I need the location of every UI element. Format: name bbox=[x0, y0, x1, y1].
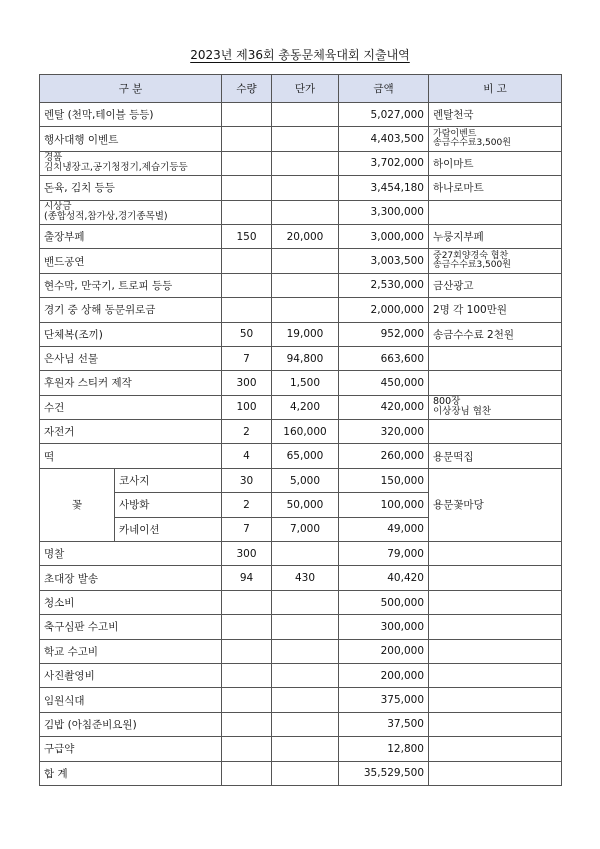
unit-price-cell bbox=[272, 200, 339, 224]
unit-price-cell: 19,000 bbox=[272, 322, 339, 346]
qty-cell: 2 bbox=[222, 420, 272, 444]
remark-cell bbox=[429, 249, 562, 273]
table-row bbox=[40, 249, 562, 273]
remark-line: 중27회양경숙 협찬 bbox=[433, 251, 509, 262]
qty-cell: 30 bbox=[222, 468, 272, 492]
qty-cell bbox=[222, 127, 272, 151]
unit-price-cell bbox=[272, 249, 339, 273]
item-cell: 명찰 bbox=[40, 542, 222, 566]
expense-table bbox=[39, 74, 562, 786]
item-cell: 구급약 bbox=[40, 737, 222, 761]
amount-cell: 12,800 bbox=[339, 737, 429, 761]
amount-cell: 2,000,000 bbox=[339, 298, 429, 322]
table-row bbox=[40, 737, 562, 761]
remark-cell: 하이마트 bbox=[429, 151, 562, 175]
amount-cell: 49,000 bbox=[339, 517, 429, 541]
remark-line: 송금수수료3,500원 bbox=[433, 260, 511, 271]
header-category: 구 분 bbox=[40, 75, 222, 103]
table-row bbox=[40, 590, 562, 614]
header-qty: 수량 bbox=[222, 75, 272, 103]
item-cell: 학교 수고비 bbox=[40, 639, 222, 663]
remark-cell bbox=[429, 663, 562, 687]
amount-cell: 79,000 bbox=[339, 542, 429, 566]
remark-cell bbox=[429, 712, 562, 736]
remark-cell bbox=[429, 200, 562, 224]
amount-cell: 37,500 bbox=[339, 712, 429, 736]
qty-cell bbox=[222, 176, 272, 200]
qty-cell: 94 bbox=[222, 566, 272, 590]
remark-line: 이상장님 협찬 bbox=[433, 406, 492, 418]
unit-price-cell bbox=[272, 542, 339, 566]
total-remark-empty bbox=[429, 761, 562, 785]
item-cell bbox=[40, 200, 222, 224]
amount-cell: 150,000 bbox=[339, 468, 429, 492]
remark-cell bbox=[429, 395, 562, 419]
amount-cell: 40,420 bbox=[339, 566, 429, 590]
header-unit-price: 단가 bbox=[272, 75, 339, 103]
amount-cell: 100,000 bbox=[339, 493, 429, 517]
remark-cell: 렌탈천국 bbox=[429, 103, 562, 127]
total-qty-empty bbox=[222, 761, 272, 785]
qty-cell bbox=[222, 663, 272, 687]
item-cell: 렌탈 (천막,테이블 등등) bbox=[40, 103, 222, 127]
table-row bbox=[40, 151, 562, 175]
remark-cell bbox=[429, 420, 562, 444]
remark-line: 가람이벤트 bbox=[433, 129, 477, 140]
item-cell: 사방화 bbox=[115, 493, 222, 517]
table-row bbox=[40, 224, 562, 248]
amount-cell: 952,000 bbox=[339, 322, 429, 346]
remark-cell bbox=[429, 590, 562, 614]
item-cell: 떡 bbox=[40, 444, 222, 468]
qty-cell bbox=[222, 103, 272, 127]
remark-cell bbox=[429, 566, 562, 590]
remark-cell bbox=[429, 639, 562, 663]
qty-cell bbox=[222, 200, 272, 224]
unit-price-cell: 7,000 bbox=[272, 517, 339, 541]
amount-cell: 2,530,000 bbox=[339, 273, 429, 297]
unit-price-cell bbox=[272, 737, 339, 761]
unit-price-cell: 160,000 bbox=[272, 420, 339, 444]
amount-cell: 3,003,500 bbox=[339, 249, 429, 273]
unit-price-cell: 50,000 bbox=[272, 493, 339, 517]
table-row bbox=[40, 127, 562, 151]
unit-price-cell: 5,000 bbox=[272, 468, 339, 492]
page-title: 2023년 제36회 총동문체육대회 지출내역 bbox=[190, 48, 410, 62]
total-unit-empty bbox=[272, 761, 339, 785]
qty-cell bbox=[222, 688, 272, 712]
amount-cell: 3,702,000 bbox=[339, 151, 429, 175]
qty-cell: 300 bbox=[222, 371, 272, 395]
remark-cell: 용문떡집 bbox=[429, 444, 562, 468]
remark-cell bbox=[429, 371, 562, 395]
qty-cell bbox=[222, 151, 272, 175]
unit-price-cell bbox=[272, 151, 339, 175]
remark-cell bbox=[429, 127, 562, 151]
item-cell: 밴드공연 bbox=[40, 249, 222, 273]
remark-line: 800장 bbox=[433, 396, 461, 408]
total-amount: 35,529,500 bbox=[339, 761, 429, 785]
table-row bbox=[40, 566, 562, 590]
table-row bbox=[40, 371, 562, 395]
table-row bbox=[40, 688, 562, 712]
remark-cell: 누룽지부페 bbox=[429, 224, 562, 248]
qty-cell: 4 bbox=[222, 444, 272, 468]
unit-price-cell: 20,000 bbox=[272, 224, 339, 248]
unit-price-cell bbox=[272, 176, 339, 200]
amount-cell: 320,000 bbox=[339, 420, 429, 444]
table-header-row bbox=[40, 75, 562, 103]
unit-price-cell bbox=[272, 273, 339, 297]
amount-cell: 300,000 bbox=[339, 615, 429, 639]
remark-cell: 송금수수료 2천원 bbox=[429, 322, 562, 346]
item-cell: 출장부페 bbox=[40, 224, 222, 248]
table-row bbox=[40, 103, 562, 127]
flower-group-label: 꽃 bbox=[40, 468, 115, 541]
total-label: 합 계 bbox=[40, 761, 222, 785]
remark-cell: 금산광고 bbox=[429, 273, 562, 297]
table-row bbox=[40, 322, 562, 346]
table-row bbox=[40, 712, 562, 736]
remark-line: 송금수수료3,500원 bbox=[433, 138, 511, 149]
amount-cell: 200,000 bbox=[339, 663, 429, 687]
table-row bbox=[40, 542, 562, 566]
header-amount: 금액 bbox=[339, 75, 429, 103]
table-row bbox=[40, 615, 562, 639]
item-cell: 초대장 발송 bbox=[40, 566, 222, 590]
qty-cell bbox=[222, 273, 272, 297]
table-row bbox=[40, 444, 562, 468]
amount-cell: 3,300,000 bbox=[339, 200, 429, 224]
table-row bbox=[40, 273, 562, 297]
amount-cell: 260,000 bbox=[339, 444, 429, 468]
item-cell: 수건 bbox=[40, 395, 222, 419]
remark-cell bbox=[429, 688, 562, 712]
qty-cell bbox=[222, 298, 272, 322]
unit-price-cell bbox=[272, 615, 339, 639]
item-line: 경품 bbox=[44, 152, 63, 164]
table-row-flower bbox=[40, 468, 562, 492]
unit-price-cell: 94,800 bbox=[272, 346, 339, 370]
item-cell: 은사님 선물 bbox=[40, 346, 222, 370]
table-row bbox=[40, 420, 562, 444]
remark-cell bbox=[429, 346, 562, 370]
amount-cell: 663,600 bbox=[339, 346, 429, 370]
unit-price-cell: 430 bbox=[272, 566, 339, 590]
table-row bbox=[40, 298, 562, 322]
amount-cell: 3,454,180 bbox=[339, 176, 429, 200]
qty-cell: 2 bbox=[222, 493, 272, 517]
item-line: 시상금 bbox=[44, 201, 72, 213]
amount-cell: 4,403,500 bbox=[339, 127, 429, 151]
item-cell: 현수막, 만국기, 트로피 등등 bbox=[40, 273, 222, 297]
flower-group-remark: 용문꽃마당 bbox=[429, 468, 562, 541]
table-row bbox=[40, 176, 562, 200]
unit-price-cell bbox=[272, 712, 339, 736]
item-cell: 행사대행 이벤트 bbox=[40, 127, 222, 151]
header-remarks: 비 고 bbox=[429, 75, 562, 103]
qty-cell bbox=[222, 615, 272, 639]
qty-cell: 100 bbox=[222, 395, 272, 419]
item-cell: 코사지 bbox=[115, 468, 222, 492]
qty-cell bbox=[222, 639, 272, 663]
item-cell: 카네이션 bbox=[115, 517, 222, 541]
qty-cell bbox=[222, 590, 272, 614]
remark-cell bbox=[429, 615, 562, 639]
item-cell: 임원식대 bbox=[40, 688, 222, 712]
unit-price-cell bbox=[272, 663, 339, 687]
qty-cell: 50 bbox=[222, 322, 272, 346]
amount-cell: 3,000,000 bbox=[339, 224, 429, 248]
table-row bbox=[40, 395, 562, 419]
table-row bbox=[40, 639, 562, 663]
amount-cell: 450,000 bbox=[339, 371, 429, 395]
qty-cell bbox=[222, 737, 272, 761]
remark-cell: 2명 각 100만원 bbox=[429, 298, 562, 322]
item-cell: 청소비 bbox=[40, 590, 222, 614]
remark-cell: 하나로마트 bbox=[429, 176, 562, 200]
unit-price-cell: 4,200 bbox=[272, 395, 339, 419]
unit-price-cell: 1,500 bbox=[272, 371, 339, 395]
item-line: (종합성적,참가상,경기종목별) bbox=[44, 211, 168, 223]
amount-cell: 200,000 bbox=[339, 639, 429, 663]
amount-cell: 420,000 bbox=[339, 395, 429, 419]
item-cell: 돈육, 김치 등등 bbox=[40, 176, 222, 200]
item-cell: 축구심판 수고비 bbox=[40, 615, 222, 639]
amount-cell: 5,027,000 bbox=[339, 103, 429, 127]
amount-cell: 500,000 bbox=[339, 590, 429, 614]
qty-cell: 150 bbox=[222, 224, 272, 248]
unit-price-cell bbox=[272, 298, 339, 322]
qty-cell bbox=[222, 249, 272, 273]
remark-cell bbox=[429, 737, 562, 761]
item-line: 김치냉장고,공기청정기,제습기등등 bbox=[44, 162, 188, 174]
unit-price-cell: 65,000 bbox=[272, 444, 339, 468]
table-row bbox=[40, 200, 562, 224]
qty-cell: 300 bbox=[222, 542, 272, 566]
unit-price-cell bbox=[272, 639, 339, 663]
item-cell: 자전거 bbox=[40, 420, 222, 444]
qty-cell: 7 bbox=[222, 517, 272, 541]
table-row bbox=[40, 663, 562, 687]
total-row bbox=[40, 761, 562, 785]
amount-cell: 375,000 bbox=[339, 688, 429, 712]
unit-price-cell bbox=[272, 590, 339, 614]
item-cell: 단체복(조끼) bbox=[40, 322, 222, 346]
table-row bbox=[40, 346, 562, 370]
remark-cell bbox=[429, 542, 562, 566]
item-cell: 후원자 스티커 제작 bbox=[40, 371, 222, 395]
item-cell bbox=[40, 151, 222, 175]
qty-cell: 7 bbox=[222, 346, 272, 370]
unit-price-cell bbox=[272, 127, 339, 151]
item-cell: 사진촬영비 bbox=[40, 663, 222, 687]
qty-cell bbox=[222, 712, 272, 736]
item-cell: 경기 중 상해 동문위로금 bbox=[40, 298, 222, 322]
unit-price-cell bbox=[272, 103, 339, 127]
item-cell: 김밥 (아침준비요원) bbox=[40, 712, 222, 736]
unit-price-cell bbox=[272, 688, 339, 712]
